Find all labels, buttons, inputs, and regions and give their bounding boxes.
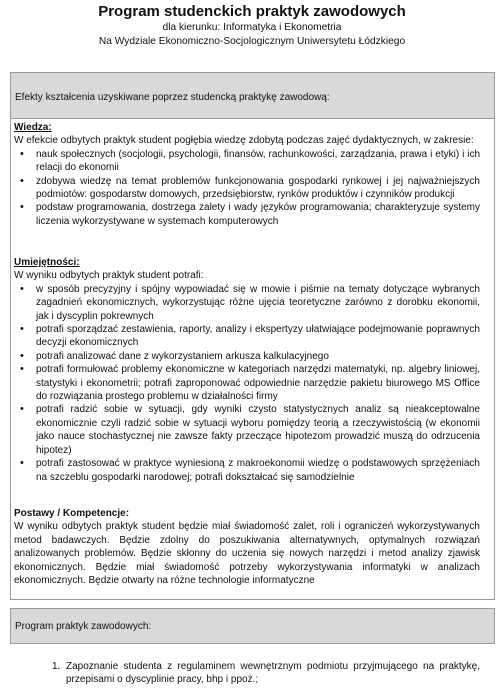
document-subtitle-line1: dla kierunku: Informatyka i Ekonometria: [162, 22, 342, 33]
umiejetnosci-heading: Umiejętności:: [14, 257, 80, 268]
section-effects-label: Efekty kształcenia uzyskiwane poprzez studencką praktykę zawodową:: [15, 92, 330, 103]
wiedza-intro: W efekcie odbytych praktyk student pogłębia wiedzę zdobytą podczas zajęć dydaktycznych, w zakresie:: [14, 135, 474, 147]
list-item: • potrafi zastosować w praktyce wyniesioną z makroekonomii wiedzę o podstawowych sprzężeniach na szczeblu gospodarki narodowej; potrafi dokształcać się samodzielnie: [14, 457, 480, 484]
list-item: • zdobywa wiedzę na temat problemów funkcjonowania gospodarki rynkowej i jej najważniejszych podmiotów: gospodarstw domowych, przedsiębiorstw, rynków produktów i czynników produkcji: [14, 175, 480, 202]
list-item: • potrafi formułować problemy ekonomiczne w kategoriach narzędzi matematyki, np. algebry liniowej, statystyki i ekonometrii; potrafi zaproponować odpowiednie narzędzie pakietu biurowego MS Office do rozwiązania prostego problemu w działalności firmy: [14, 363, 480, 403]
list-item: • potrafi radzić sobie w sytuacji, gdy wyniki czysto statystycznych analiz są nieakceptowalne ekonomicznie czyli radzić sobie w sytuacji wyboru pomiędzy teorią a rzeczywistością (w ekonomii jako nauce stochastycznej nie zawsze fakty przeczące hipotezom prowadzić muszą do odrzucenia hipotez): [14, 403, 480, 457]
section-program-header: [10, 608, 495, 644]
list-item: • podstaw programowania, dostrzega zalety i wady języków programowania; charakteryzuje systemy liczenia wykorzystywane w systemach komputerowych: [14, 201, 480, 228]
postawy-section: [14, 507, 480, 587]
document-subtitle-line2: Na Wydziale Ekonomiczno-Socjologicznym Uniwersytetu Łódzkiego: [98, 35, 406, 47]
list-item: • nauk społecznych (socjologii, psychologii, finansów, rachunkowości, zarządzania, prawa i etyki) i ich relacji do ekonomii: [14, 148, 480, 175]
umiejetnosci-section: [14, 256, 480, 484]
document-title: Program studenckich praktyk zawodowych: [98, 3, 406, 20]
umiejetnosci-intro: W wyniku odbytych praktyk student potrafi:: [14, 270, 204, 282]
list-item: • w sposób precyzyjny i spójny wypowiadać się w mowie i piśmie na tematy dotyczące wybranych zagadnień ekonomicznych, wykorzystując różne ujęcia teoretyczne zarówno z dorobku ekonomii, jak i dyscyplin pokrewnych: [14, 283, 480, 323]
list-item: • potrafi sporządzać zestawienia, raporty, analizy i ekspertyzy ułatwiające podejmowanie poprawnych decyzji ekonomicznych: [14, 323, 480, 350]
wiedza-section: [14, 121, 480, 228]
list-item: • potrafi analizować dane z wykorzystaniem arkusza kalkulacyjnego: [14, 350, 480, 363]
postawy-text: W wyniku odbytych praktyk student będzie miał świadomość zalet, roli i ograniczeń wykorzystywanych metod badawczych. Będzie zdolny do poszukiwania alternatywnych, optymalnych rozwiązań analizowanych problemów. Będzie skłonny do uczenia się nowych narzędzi i metod analizy zjawisk ekonomicznych. Będzie miał świadomość potrzeby wykorzystywania informatyki w analizach ekonomicznych. Będzie otwarty na różne technologie informatyczne: [14, 521, 480, 587]
program-item-1: [52, 660, 480, 687]
wiedza-heading: Wiedza:: [14, 122, 52, 133]
program-item-text: Zapoznanie studenta z regulaminem wewnętrznym podmiotu przyjmującego na praktykę, przepisami o dyscyplinie pracy, bhp i ppoż.;: [66, 661, 480, 686]
section-effects-header: [10, 72, 495, 119]
postawy-heading: Postawy / Kompetencje:: [14, 508, 130, 519]
document-header: [0, 0, 504, 48]
section-program-label: Program praktyk zawodowych:: [15, 621, 152, 632]
program-item-number: 1.: [52, 661, 61, 672]
wiedza-list: [14, 148, 480, 228]
umiejetnosci-list: [14, 283, 480, 484]
